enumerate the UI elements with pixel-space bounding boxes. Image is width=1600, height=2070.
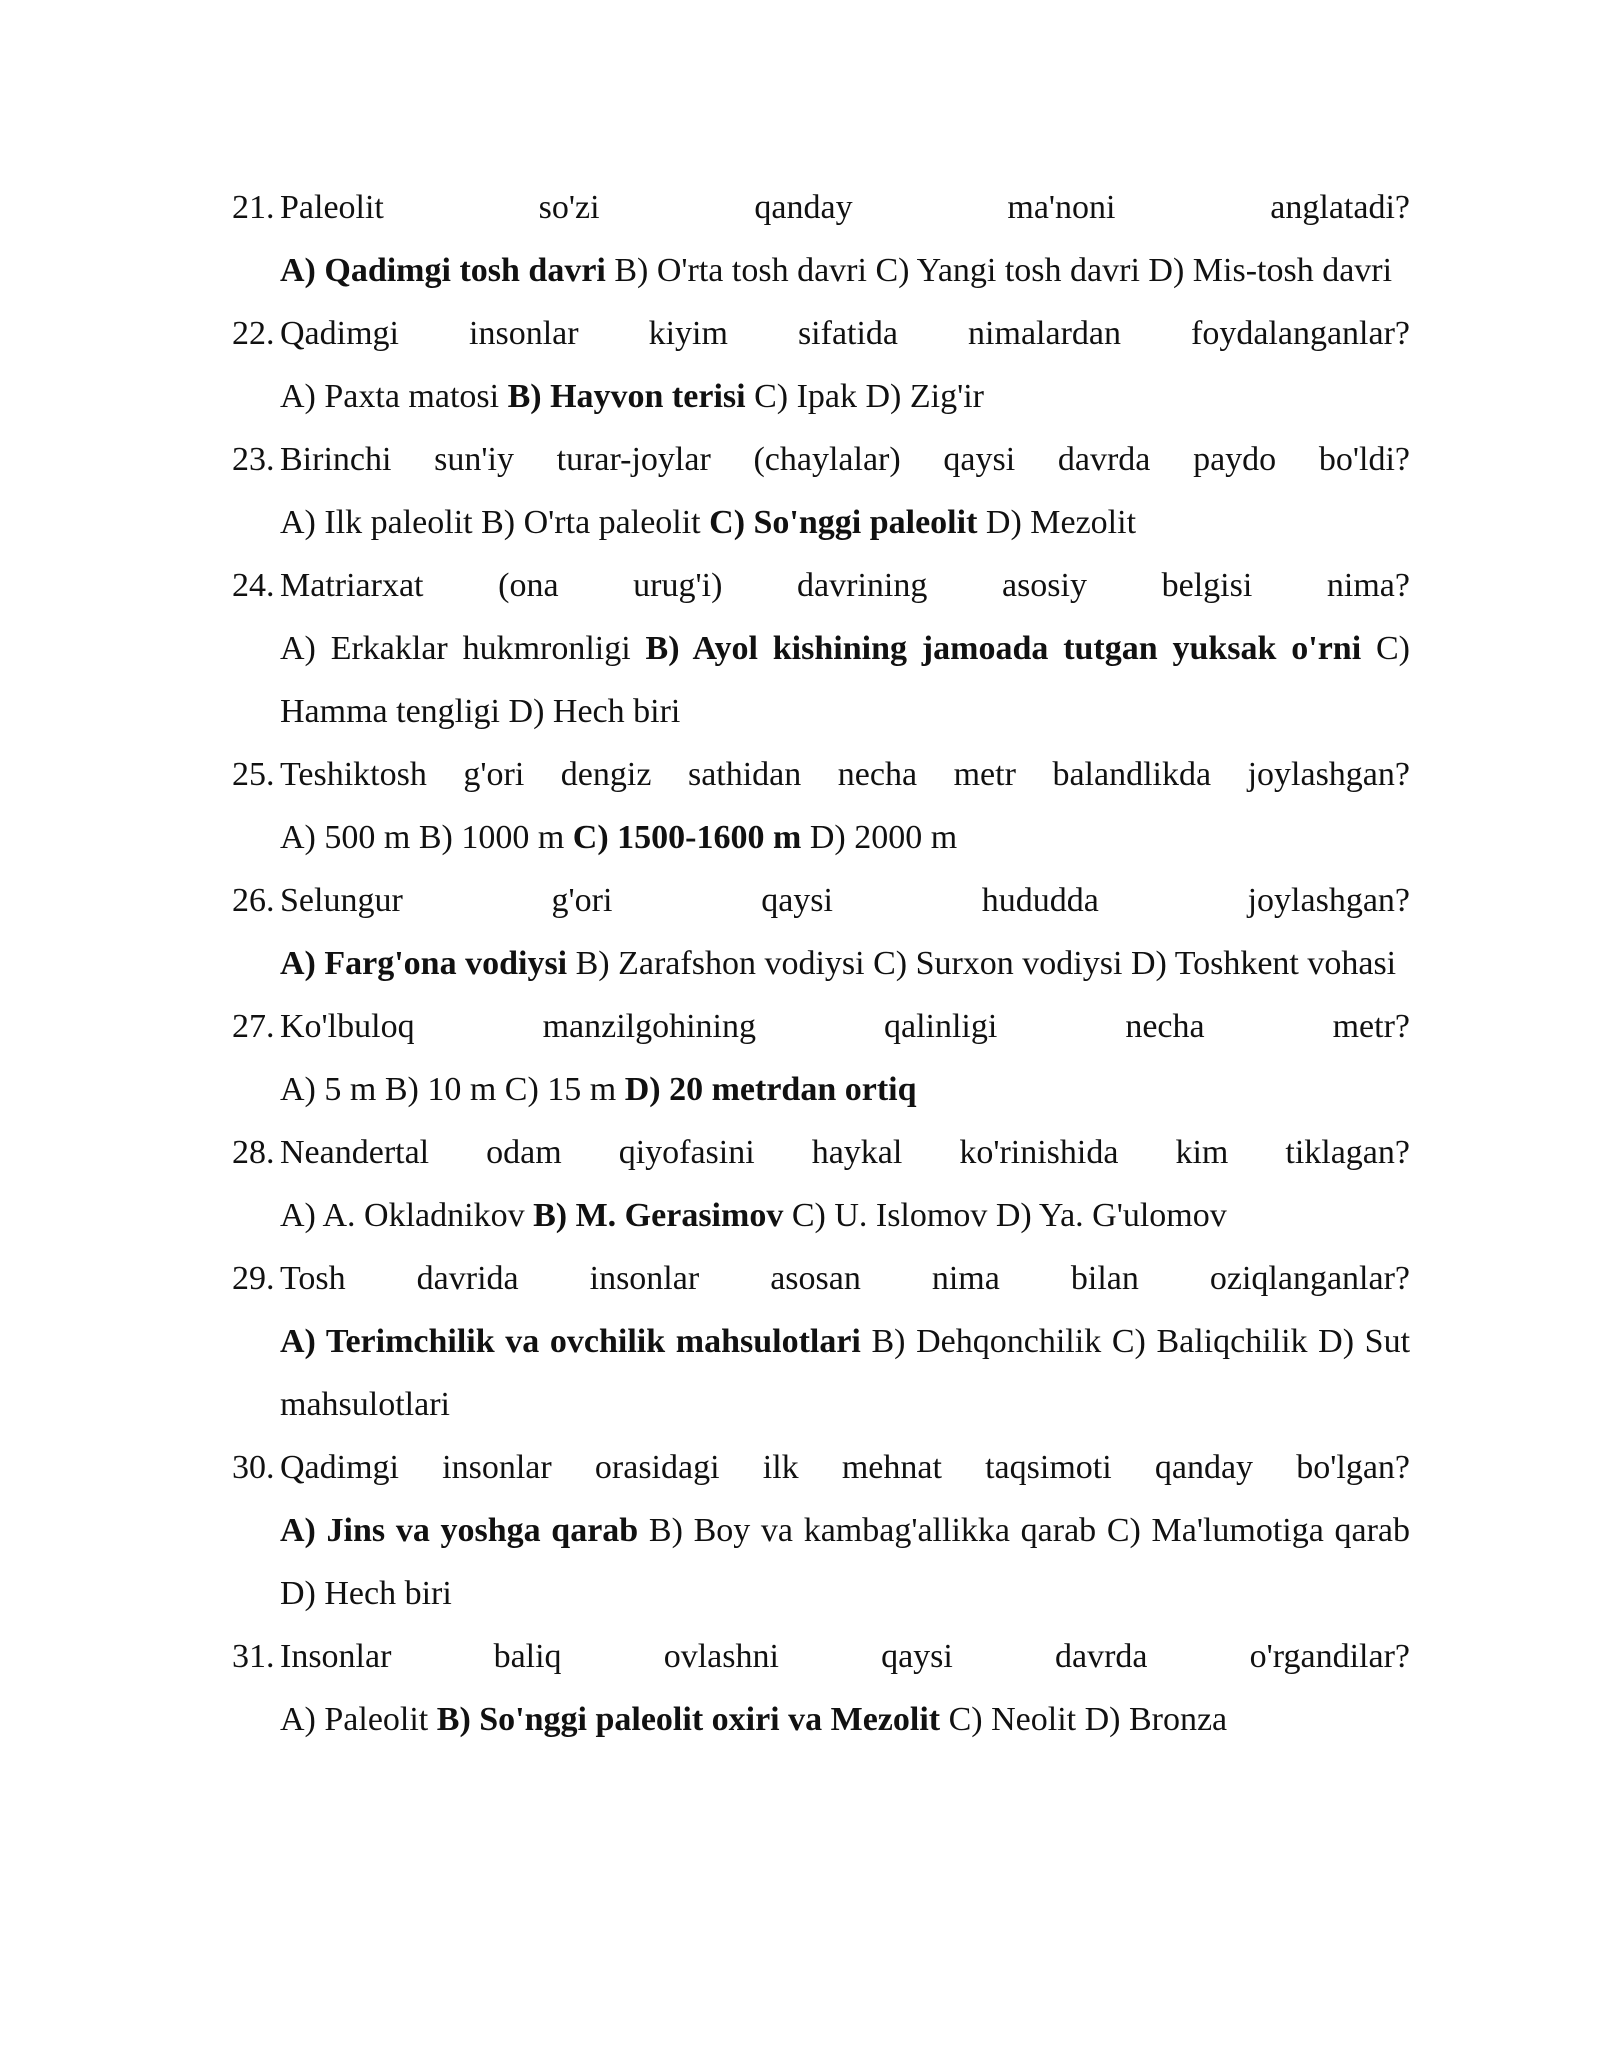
answer-option-correct: B) Hayvon terisi: [507, 378, 746, 415]
question-item: [232, 869, 1410, 995]
question-item: [232, 428, 1410, 554]
question-number: 21.: [232, 189, 275, 226]
answer-options: [280, 1688, 1410, 1751]
question-text: Selungur g'ori qaysi hududda joylashgan?: [280, 882, 1410, 919]
answer-option: C) Baliqchilik: [1111, 1323, 1308, 1360]
answer-option: D) Zig'ir: [865, 378, 984, 415]
answer-options: [280, 617, 1410, 743]
answer-option-correct: C) 1500-1600 m: [572, 819, 802, 856]
answer-option: B) O'rta tosh davri: [614, 252, 867, 289]
question-item: [232, 302, 1410, 428]
answer-option-correct: B) So'nggi paleolit oxiri va Mezolit: [436, 1701, 941, 1738]
answer-options: [280, 491, 1410, 554]
answer-option: D) Mezolit: [985, 504, 1137, 541]
answer-option: C) Ma'lumotiga qarab: [1106, 1512, 1411, 1549]
answer-option: D) Mis-tosh davri: [1148, 252, 1393, 289]
question-item: [232, 1625, 1410, 1751]
question-text: Insonlar baliq ovlashni qaysi davrda o'rgandilar?: [280, 1638, 1410, 1675]
answer-options: [280, 1184, 1410, 1247]
answer-option: B) O'rta paleolit: [481, 504, 701, 541]
question-number: 27.: [232, 1008, 275, 1045]
question-number: 26.: [232, 882, 275, 919]
answer-options: [280, 1499, 1410, 1625]
answer-options: [280, 806, 1410, 869]
question-number: 31.: [232, 1638, 275, 1675]
answer-option: D) Bronza: [1084, 1701, 1228, 1738]
question-text: Paleolit so'zi qanday ma'noni anglatadi?: [280, 189, 1410, 226]
answer-options: [280, 1058, 1410, 1121]
answer-option-correct: C) So'nggi paleolit: [709, 504, 978, 541]
answer-option: C) 15 m: [504, 1071, 617, 1108]
answer-option: A) Paxta matosi: [280, 378, 500, 415]
question-number: 22.: [232, 315, 275, 352]
question-item: [232, 743, 1410, 869]
question-number: 28.: [232, 1134, 275, 1171]
question-text: Matriarxat (ona urug'i) davrining asosiy belgisi nima?: [280, 567, 1410, 604]
answer-option-correct: A) Qadimgi tosh davri: [280, 252, 606, 289]
answer-option: D) Toshkent vohasi: [1130, 945, 1397, 982]
question-number: 25.: [232, 756, 275, 793]
question-item: [232, 554, 1410, 743]
question-text: Birinchi sun'iy turar-joylar (chaylalar) qaysi davrda paydo bo'ldi?: [280, 441, 1410, 478]
answer-option: D) Hech biri: [280, 1575, 452, 1612]
answer-option: D) Ya. G'ulomov: [995, 1197, 1227, 1234]
answer-option: A) 5 m: [280, 1071, 377, 1108]
answer-options: [280, 1310, 1410, 1436]
answer-option: A) A. Okladnikov: [280, 1197, 525, 1234]
question-text: Qadimgi insonlar kiyim sifatida nimalardan foydalanganlar?: [280, 315, 1410, 352]
answer-option-correct: A) Jins va yoshga qarab: [280, 1512, 639, 1549]
answer-option: B) 1000 m: [418, 819, 565, 856]
answer-option: A) Erkaklar hukmronligi: [280, 630, 631, 667]
answer-option: A) Paleolit: [280, 1701, 429, 1738]
question-number: 30.: [232, 1449, 275, 1486]
question-list: [232, 176, 1410, 1751]
answer-option: A) Ilk paleolit: [280, 504, 473, 541]
answer-option: D) Sut mahsulotlari: [280, 1323, 1411, 1423]
answer-option: C) U. Islomov: [791, 1197, 988, 1234]
question-item: [232, 995, 1410, 1121]
answer-option: B) Dehqonchilik: [871, 1323, 1102, 1360]
answer-options: [280, 239, 1410, 302]
answer-option-correct: B) Ayol kishining jamoada tutgan yuksak o'rni: [645, 630, 1362, 667]
answer-option: C) Hamma tengligi: [280, 630, 1410, 730]
answer-option-correct: B) M. Gerasimov: [533, 1197, 784, 1234]
answer-options: [280, 932, 1410, 995]
question-text: Teshiktosh g'ori dengiz sathidan necha metr balandlikda joylashgan?: [280, 756, 1410, 793]
question-text: Qadimgi insonlar orasidagi ilk mehnat taqsimoti qanday bo'lgan?: [280, 1449, 1410, 1486]
question-text: Ko'lbuloq manzilgohining qalinligi necha metr?: [280, 1008, 1410, 1045]
answer-option: D) 2000 m: [809, 819, 958, 856]
answer-option: B) 10 m: [384, 1071, 497, 1108]
answer-option: C) Yangi tosh davri: [875, 252, 1140, 289]
question-text: Neandertal odam qiyofasini haykal ko'rinishida kim tiklagan?: [280, 1134, 1410, 1171]
question-item: [232, 1436, 1410, 1625]
answer-option: B) Boy va kambag'allikka qarab: [648, 1512, 1097, 1549]
answer-option-correct: A) Farg'ona vodiysi: [280, 945, 568, 982]
question-item: [232, 176, 1410, 302]
answer-option: C) Surxon vodiysi: [873, 945, 1123, 982]
question-number: 23.: [232, 441, 275, 478]
question-text: Tosh davrida insonlar asosan nima bilan oziqlanganlar?: [280, 1260, 1410, 1297]
question-item: [232, 1247, 1410, 1436]
answer-options: [280, 365, 1410, 428]
answer-option: D) Hech biri: [508, 693, 681, 730]
question-item: [232, 1121, 1410, 1247]
question-number: 29.: [232, 1260, 275, 1297]
answer-option-correct: A) Terimchilik va ovchilik mahsulotlari: [280, 1323, 861, 1360]
answer-option: C) Ipak: [754, 378, 857, 415]
answer-option-correct: D) 20 metrdan ortiq: [624, 1071, 917, 1108]
answer-option: A) 500 m: [280, 819, 411, 856]
answer-option: B) Zarafshon vodiysi: [575, 945, 865, 982]
question-number: 24.: [232, 567, 275, 604]
answer-option: C) Neolit: [948, 1701, 1077, 1738]
